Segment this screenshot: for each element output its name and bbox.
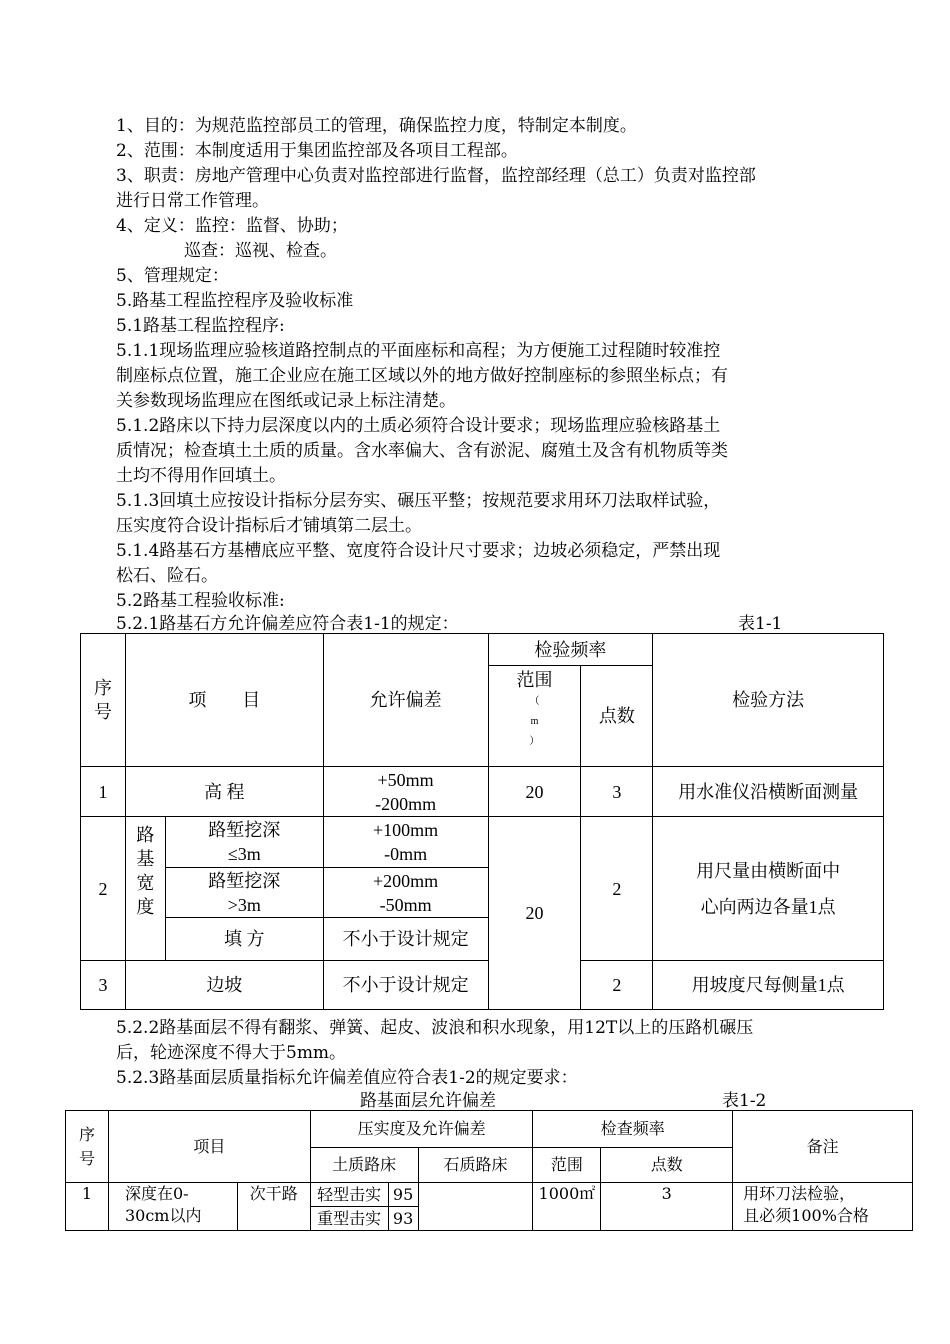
paragraph-line: 5、管理规定： <box>116 266 229 286</box>
table1-caption-text: 5.2.1路基石方允许偏差应符合表1-1的规定： <box>116 614 459 634</box>
t1-header-method: 检验方法 <box>653 634 884 767</box>
table2-number: 表1-2 <box>722 1091 767 1111</box>
t2-header-seq: 序号 <box>66 1111 109 1183</box>
t2-row1-light-value: 95 <box>388 1183 418 1207</box>
t1-row2b-item: 路堑挖深 >3m <box>165 868 323 918</box>
t1-header-frequency: 检验频率 <box>488 634 653 666</box>
t1-row1-tolerance: +50mm -200mm <box>323 767 488 817</box>
t2-header-rock: 石质路床 <box>418 1148 533 1183</box>
paragraph-line: 5.1路基工程监控程序: <box>116 316 285 336</box>
t1-header-item: 项 目 <box>125 634 323 767</box>
t1-header-tolerance: 允许偏差 <box>323 634 488 767</box>
paragraph-line: 关参数现场监理应在图纸或记录上标注清楚。 <box>116 391 456 411</box>
paragraph-line: 4、定义：监控：监督、协助； <box>116 216 348 236</box>
paragraph-line: 5.2.3路基面层质量指标允许偏差值应符合表1-2的规定要求： <box>116 1068 578 1088</box>
paragraph-line: 5.1.1现场监理应验核道路控制点的平面座标和高程；为方便施工过程随时较准控 <box>116 341 721 361</box>
paragraph-line: 5.1.4路基石方基槽底应平整、宽度符合设计尺寸要求；边坡必须稳定，严禁出现 <box>116 541 721 561</box>
t2-header-frequency: 检查频率 <box>533 1111 733 1148</box>
t1-row1-points: 3 <box>581 767 653 817</box>
t2-row1-remark: 用环刀法检验， 且必须100%合格 <box>733 1183 913 1231</box>
t2-header-remark: 备注 <box>733 1111 913 1183</box>
paragraph-line: 进行日常工作管理。 <box>116 191 269 211</box>
t1-row3-method: 用坡度尺每侧量1点 <box>653 961 884 1010</box>
t2-row1-points: 3 <box>601 1183 733 1231</box>
t2-row1-range: 1000㎡ <box>533 1183 601 1231</box>
paragraph-line: 2、范围：本制度适用于集团监控部及各项目工程部。 <box>116 141 518 161</box>
t1-row2-range: 20 <box>488 817 581 1010</box>
t1-header-range: 范围 （ m ） <box>488 666 581 767</box>
paragraph-line: 土均不得用作回填土。 <box>116 466 286 486</box>
t1-row3-seq: 3 <box>81 961 126 1010</box>
t2-row1-depth: 深度在0- 30cm以内 <box>108 1183 237 1231</box>
t2-header-points: 点数 <box>601 1148 733 1183</box>
t1-row3-item: 边坡 <box>125 961 323 1010</box>
t1-row2-seq: 2 <box>81 817 126 961</box>
table1-number: 表1-1 <box>738 614 783 634</box>
table2-title: 路基面层允许偏差 <box>360 1091 496 1111</box>
after-table1-text <box>116 1016 906 1091</box>
paragraph-line: 松石、险石。 <box>116 566 218 586</box>
t2-header-soil: 土质路床 <box>310 1148 418 1183</box>
paragraph-line: 1、目的：为规范监控部员工的管理，确保监控力度，特制定本制度。 <box>116 116 637 136</box>
t1-row2c-tolerance: 不小于设计规定 <box>323 918 488 961</box>
t1-row1-range: 20 <box>488 767 581 817</box>
paragraph-line: 压实度符合设计指标后才铺填第二层土。 <box>116 516 422 536</box>
t2-row1-road: 次干路 <box>237 1183 310 1231</box>
t1-row3-tolerance: 不小于设计规定 <box>323 961 488 1010</box>
t1-row1-seq: 1 <box>81 767 126 817</box>
t2-header-compaction: 压实度及允许偏差 <box>310 1111 533 1148</box>
body-text <box>116 114 896 614</box>
t1-row1-item: 高 程 <box>125 767 323 817</box>
t2-row1-seq: 1 <box>66 1183 109 1231</box>
table2 <box>65 1110 913 1231</box>
t2-row1-light: 轻型击实 <box>310 1183 388 1207</box>
t1-row1-method: 用水准仪沿横断面测量 <box>653 767 884 817</box>
paragraph-line: 巡查：巡视、检查。 <box>116 241 337 261</box>
paragraph-line: 5.1.3回填土应按设计指标分层夯实、碾压平整；按规范要求用环刀法取样试验， <box>116 491 721 511</box>
t1-row2-method: 用尺量由横断面中 心向两边各量1点 <box>653 817 884 961</box>
paragraph-line: 5.1.2路床以下持力层深度以内的土质必须符合设计要求；现场监理应验核路基土 <box>116 416 721 436</box>
t1-row2-group: 路基宽度 <box>125 817 165 961</box>
paragraph-line: 后，轮迹深度不得大于5mm。 <box>116 1043 347 1063</box>
t1-header-seq: 序号 <box>81 634 126 767</box>
paragraph-line: 3、职责：房地产管理中心负责对监控部进行监督，监控部经理（总工）负责对监控部 <box>116 166 756 186</box>
paragraph-line: 5.2路基工程验收标准: <box>116 591 285 611</box>
paragraph-line: 5.2.2路基面层不得有翻浆、弹簧、起皮、波浪和积水现象，用12T以上的压路机碾压 <box>116 1018 754 1038</box>
t1-row2b-tolerance: +200mm -50mm <box>323 868 488 918</box>
t1-row2c-item: 填 方 <box>165 918 323 961</box>
t1-row3-points: 2 <box>581 961 653 1010</box>
t2-row1-heavy: 重型击实 <box>310 1207 388 1231</box>
t2-header-range: 范围 <box>533 1148 601 1183</box>
t2-row1-rock <box>418 1183 533 1231</box>
t1-row2a-item: 路堑挖深 ≤3m <box>165 817 323 868</box>
t2-row1-heavy-value: 93 <box>388 1207 418 1231</box>
t1-header-points: 点数 <box>581 666 653 767</box>
t1-row2-points: 2 <box>581 817 653 961</box>
paragraph-line: 制座标点位置，施工企业应在施工区域以外的地方做好控制座标的参照坐标点；有 <box>116 366 728 386</box>
t2-header-item: 项目 <box>108 1111 310 1183</box>
table1 <box>80 633 884 1010</box>
t1-row2a-tolerance: +100mm -0mm <box>323 817 488 868</box>
paragraph-line: 质情况；检查填土土质的质量。含水率偏大、含有淤泥、腐殖土及含有机物质等类 <box>116 441 728 461</box>
paragraph-line: 5.路基工程监控程序及验收标准 <box>116 291 354 311</box>
